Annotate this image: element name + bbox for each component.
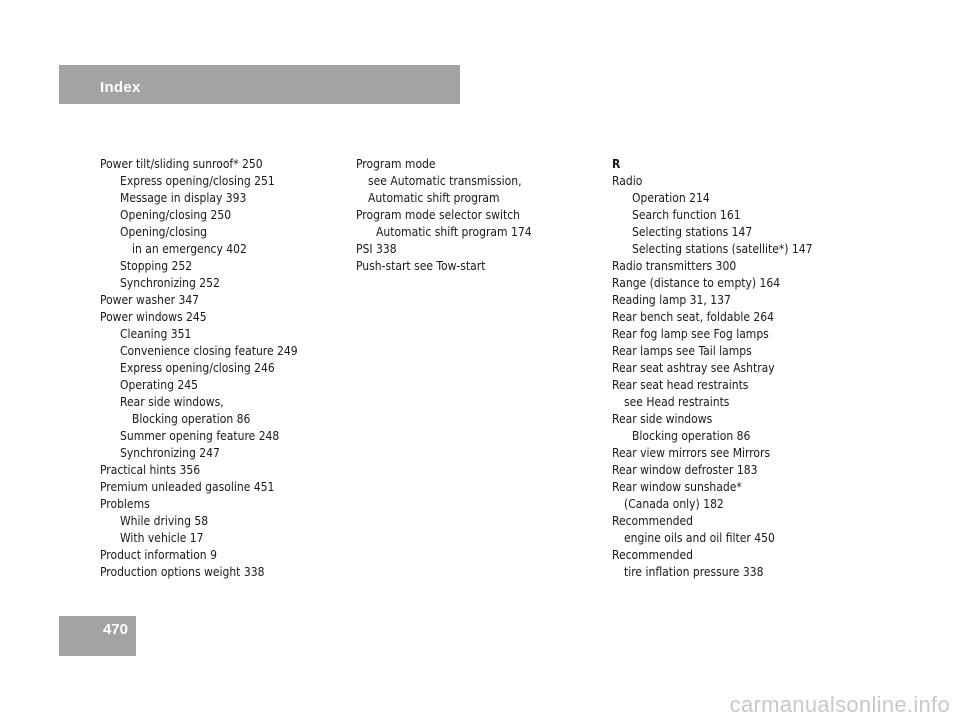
page-number: 470 [102,621,128,638]
index-entry: Cleaning 351 [120,327,192,341]
index-entry: Automatic shift program [368,191,500,205]
index-entry: Practical hints 356 [100,463,201,477]
index-entry: While driving 58 [120,514,209,528]
index-entry: Message in display 393 [120,191,247,205]
index-entry: engine oils and oil filter 450 [624,531,775,545]
index-column-1 [100,156,298,581]
index-entry: Rear side windows, [120,395,224,409]
index-entry: Synchronizing 247 [120,446,220,460]
index-entry: Rear window sunshade* [612,480,742,494]
index-entry: Selecting stations 147 [632,225,753,239]
index-entry: in an emergency 402 [132,242,247,256]
index-entry: Program mode [356,157,436,171]
page-number-box [59,616,136,656]
index-entry: Radio [612,174,643,188]
index-entry: PSI 338 [356,242,397,256]
index-entry: (Canada only) 182 [624,497,724,511]
index-entry: With vehicle 17 [120,531,204,545]
page-title: Index [100,79,141,96]
index-entry: Rear window defroster 183 [612,463,758,477]
index-column-2 [356,156,532,275]
index-entry: Rear fog lamp see Fog lamps [612,327,769,341]
section-letter: R [612,157,621,171]
index-entry: Rear view mirrors see Mirrors [612,446,771,460]
index-entry: Recommended [612,548,694,562]
index-entry: Express opening/closing 251 [120,174,275,188]
index-entry: Rear seat ashtray see Ashtray [612,361,775,375]
index-entry: Convenience closing feature 249 [120,344,298,358]
index-entry: Summer opening feature 248 [120,429,280,443]
index-entry: Blocking operation 86 [632,429,751,443]
index-entry: tire inflation pressure 338 [624,565,764,579]
index-entry: see Automatic transmission, [368,174,522,188]
header-bar [59,65,460,104]
index-entry: Opening/closing [120,225,208,239]
index-entry: Rear seat head restraints [612,378,749,392]
index-entry: Operating 245 [120,378,199,392]
index-entry: Search function 161 [632,208,741,222]
index-column-3 [612,156,812,581]
index-entry: Production options weight 338 [100,565,265,579]
index-entry: Stopping 252 [120,259,193,273]
index-entry: Synchronizing 252 [120,276,220,290]
index-entry: Express opening/closing 246 [120,361,275,375]
index-entry: Push-start see Tow-start [356,259,486,273]
index-entry: Radio transmitters 300 [612,259,737,273]
index-entry: Program mode selector switch [356,208,520,222]
index-entry: Operation 214 [632,191,710,205]
index-entry: Automatic shift program 174 [376,225,532,239]
index-entry: Blocking operation 86 [132,412,251,426]
index-entry: Power tilt/sliding sunroof* 250 [100,157,263,171]
index-entry: Rear lamps see Tail lamps [612,344,752,358]
watermark: carmanualsonline.info [729,692,950,717]
index-entry: see Head restraints [624,395,730,409]
index-entry: Selecting stations (satellite*) 147 [632,242,813,256]
index-entry: Power washer 347 [100,293,200,307]
index-entry: Rear bench seat, foldable 264 [612,310,775,324]
index-entry: Range (distance to empty) 164 [612,276,781,290]
index-entry: Product information 9 [100,548,217,562]
index-entry: Rear side windows [612,412,713,426]
index-entry: Opening/closing 250 [120,208,232,222]
index-entry: Reading lamp 31, 137 [612,293,731,307]
index-entry: Premium unleaded gasoline 451 [100,480,275,494]
index-entry: Power windows 245 [100,310,207,324]
index-entry: Problems [100,497,150,511]
index-entry: Recommended [612,514,694,528]
